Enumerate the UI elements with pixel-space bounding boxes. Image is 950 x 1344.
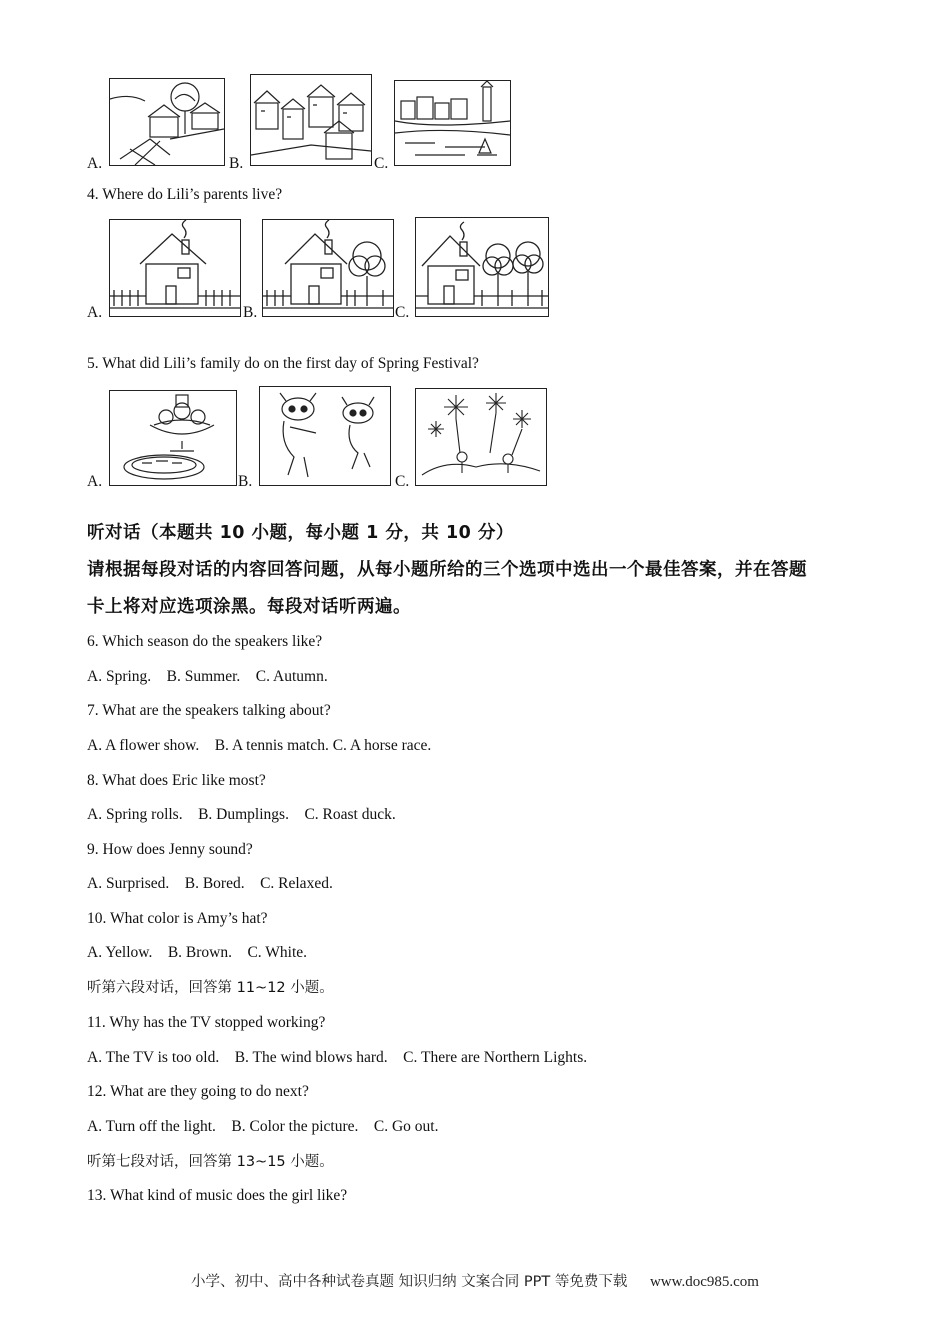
q4-options <box>87 215 787 321</box>
q5-question: 5. What did Lili’s family do on the first day of Spring Festival? <box>87 355 479 372</box>
q5-option-a-food-picture[interactable] <box>109 390 237 486</box>
q3-option-b-label[interactable]: B. <box>229 155 244 172</box>
q12-answers: A. Turn off the light. B. Color the picture. C. Go out. <box>87 1118 439 1135</box>
q3-option-b-town-picture[interactable] <box>250 74 372 166</box>
q5-option-a-label[interactable]: A. <box>87 473 103 490</box>
note-dialogue-7: 听第七段对话，回答第 13~15 小题。 <box>87 1154 334 1170</box>
footer-url-link[interactable]: www.doc985.com <box>649 1274 759 1290</box>
q4-option-b-label[interactable]: B. <box>243 304 258 321</box>
q7-question: 7. What are the speakers talking about? <box>87 702 331 719</box>
q3-option-a-countryside-picture[interactable] <box>109 78 225 166</box>
q4-question: 4. Where do Lili’s parents live? <box>87 186 283 203</box>
q5-option-c-label[interactable]: C. <box>395 473 410 490</box>
q5-option-c-fireworks-picture[interactable] <box>415 388 547 486</box>
q5-option-b-label[interactable]: B. <box>238 473 253 490</box>
q4-option-c-label[interactable]: C. <box>395 304 410 321</box>
q3-option-c-seaside-picture[interactable] <box>394 80 511 166</box>
q9-question: 9. How does Jenny sound? <box>87 841 253 858</box>
q5-options <box>87 384 787 490</box>
q8-answers: A. Spring rolls. B. Dumplings. C. Roast duck. <box>87 806 396 823</box>
q10-question: 10. What color is Amy’s hat? <box>87 910 268 927</box>
q9-answers: A. Surprised. B. Bored. C. Relaxed. <box>87 875 333 892</box>
q6-question: 6. Which season do the speakers like? <box>87 633 323 650</box>
q6-answers: A. Spring. B. Summer. C. Autumn. <box>87 668 328 685</box>
q10-answers: A. Yellow. B. Brown. C. White. <box>87 944 308 961</box>
q4-option-a-label[interactable]: A. <box>87 304 103 321</box>
q13-question: 13. What kind of music does the girl like? <box>87 1187 348 1204</box>
section-instruction-line1: 请根据每段对话的内容回答问题，从每小题所给的三个选项中选出一个最佳答案，并在答题 <box>87 560 807 580</box>
q11-answers: A. The TV is too old. B. The wind blows hard. C. There are Northern Lights. <box>87 1049 588 1066</box>
q5-option-b-lion-dance-picture[interactable] <box>259 386 391 486</box>
q12-question: 12. What are they going to do next? <box>87 1083 309 1100</box>
section-heading: 听对话（本题共 10 小题，每小题 1 分，共 10 分） <box>87 523 514 543</box>
footer-text: 小学、初中、高中各种试卷真题 知识归纳 文案合同 PPT 等免费下载 <box>191 1274 628 1290</box>
q8-question: 8. What does Eric like most? <box>87 772 266 789</box>
q3-option-a-label[interactable]: A. <box>87 155 103 172</box>
q3-options <box>87 72 787 172</box>
page-footer <box>0 1270 950 1291</box>
q11-question: 11. Why has the TV stopped working? <box>87 1014 326 1031</box>
note-dialogue-6: 听第六段对话，回答第 11~12 小题。 <box>87 980 334 996</box>
q3-option-c-label[interactable]: C. <box>374 155 389 172</box>
q4-option-a-house-no-tree[interactable] <box>109 219 241 317</box>
q7-answers: A. A flower show. B. A tennis match. C. A horse race. <box>87 737 432 754</box>
q4-option-b-house-one-tree[interactable] <box>262 219 394 317</box>
q4-option-c-house-two-trees[interactable] <box>415 217 549 317</box>
section-instruction-line2: 卡上将对应选项涂黑。每段对话听两遍。 <box>87 597 411 617</box>
